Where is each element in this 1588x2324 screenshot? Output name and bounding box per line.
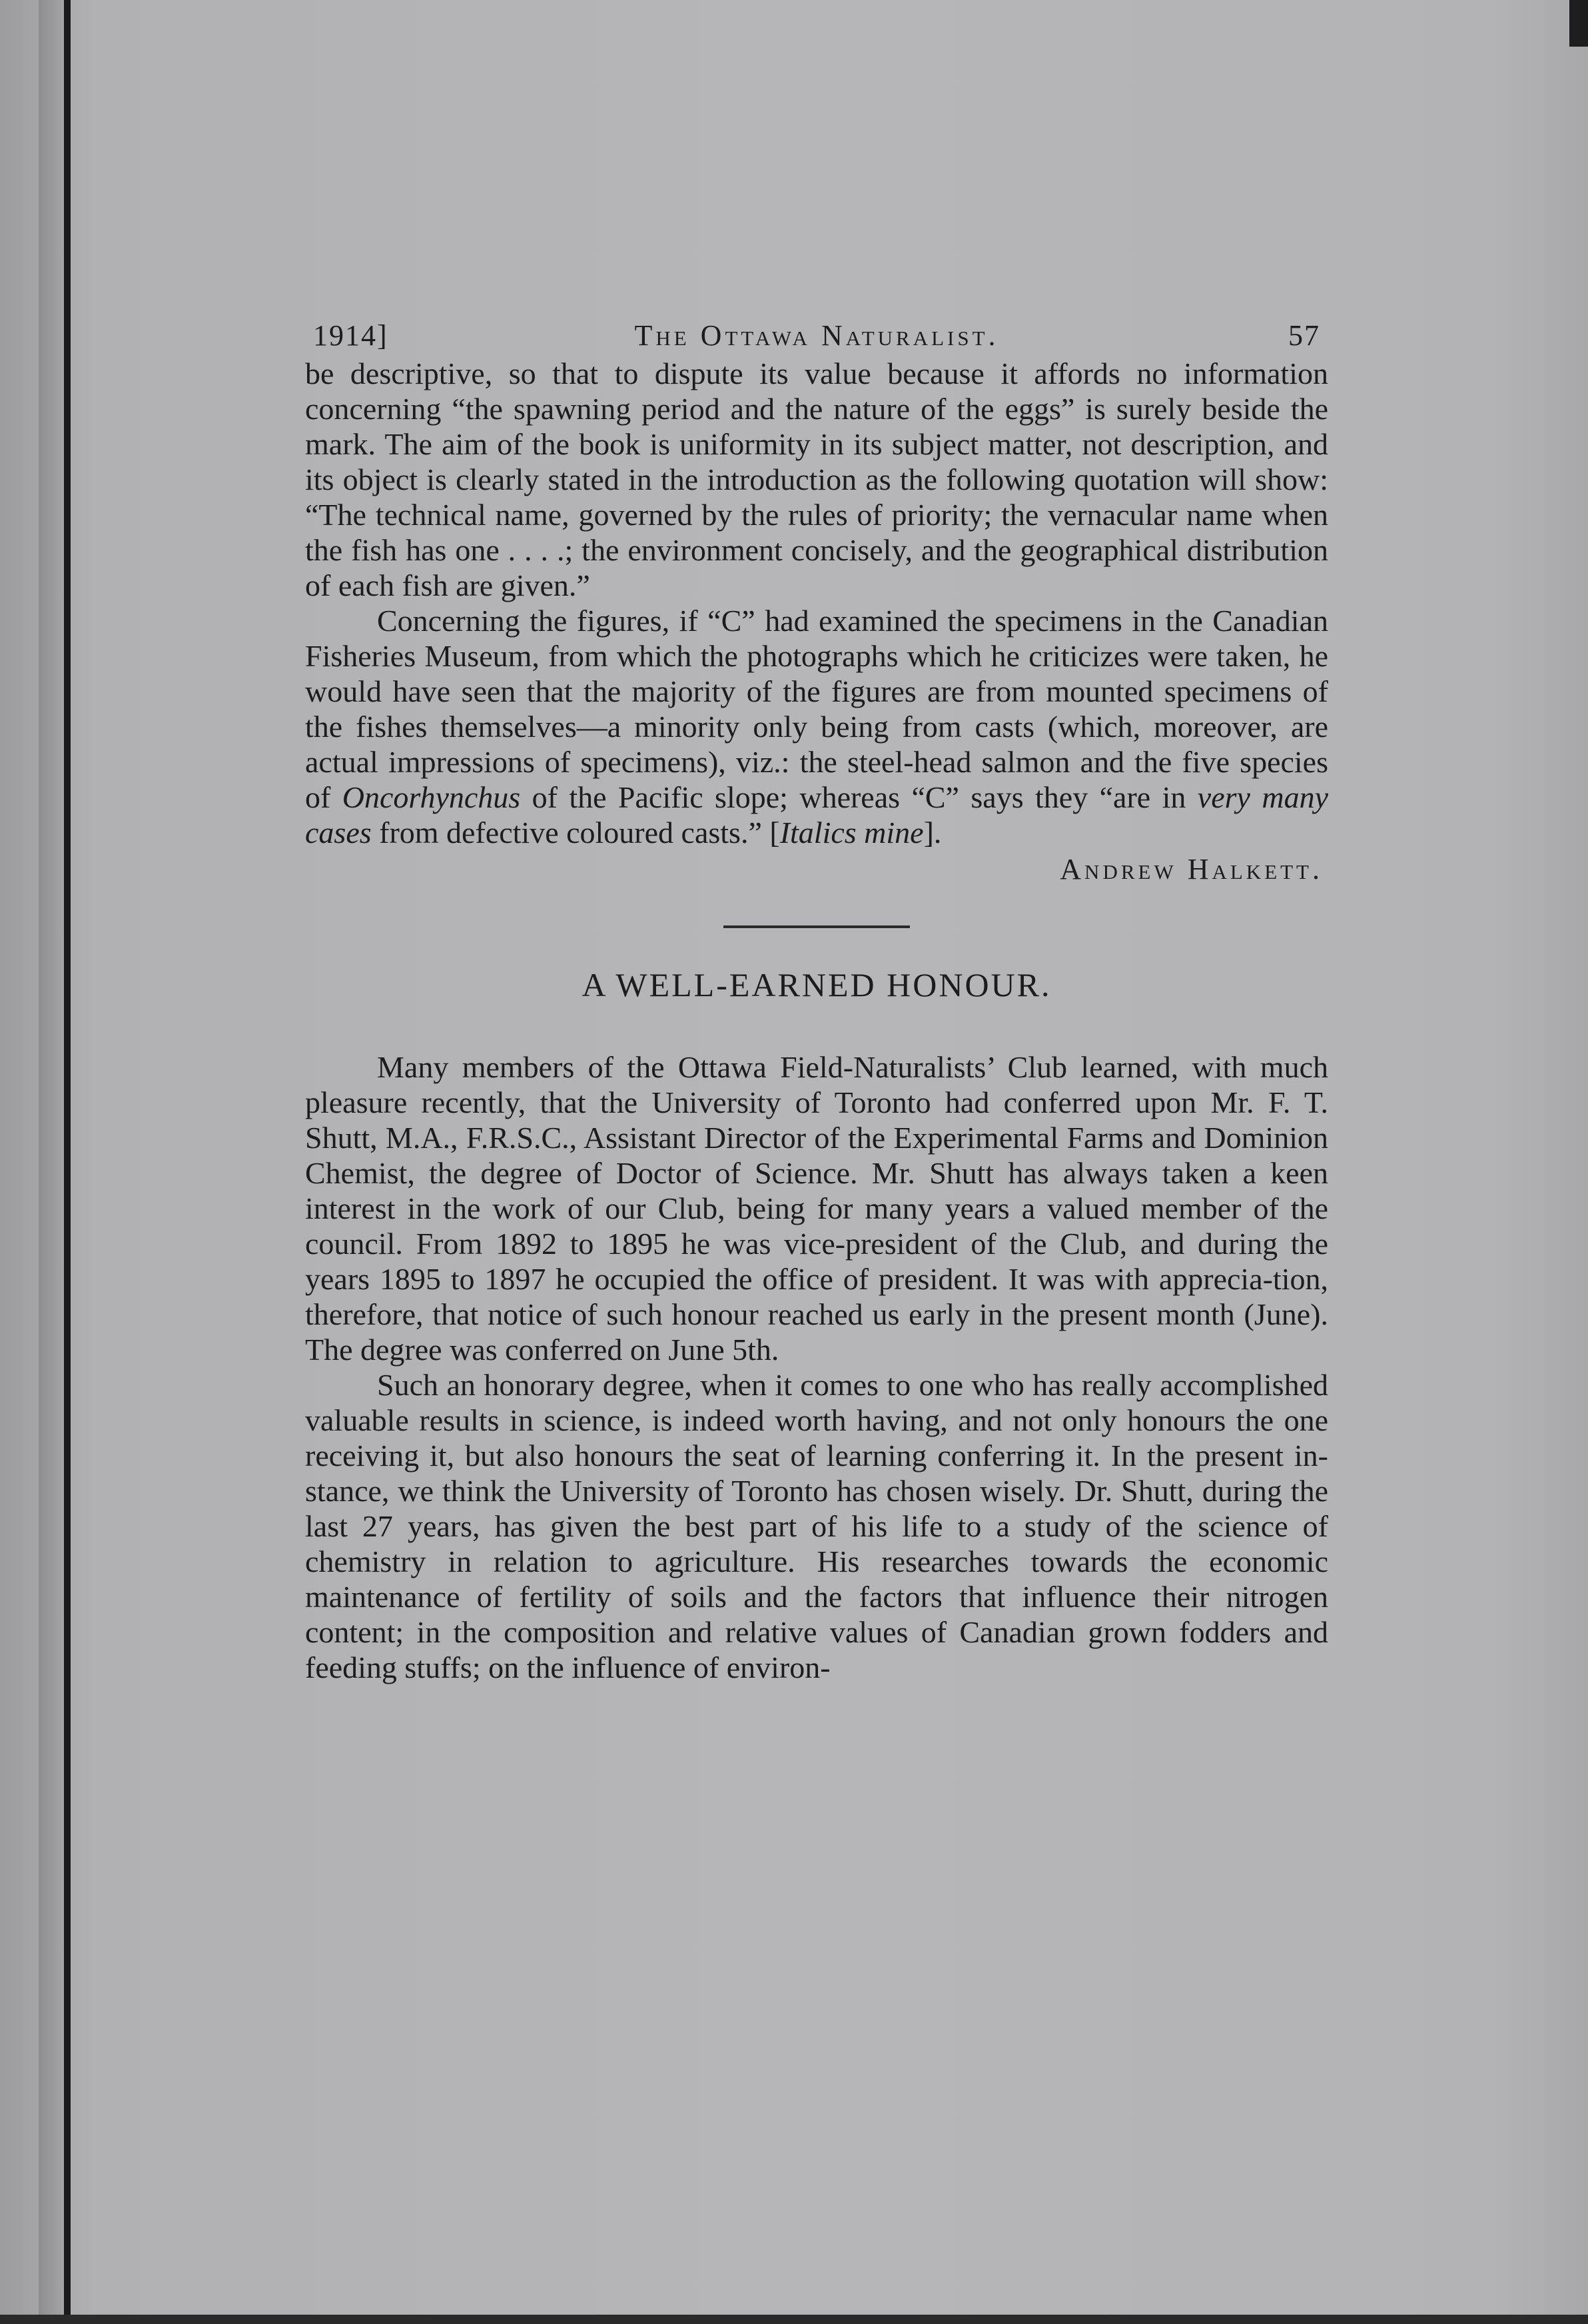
article-paragraph-1: Many members of the Ottawa Field-Naturalists’ Club learned, with much pleasure recently, that the University of Toronto had conferred upon Mr. F. T. Shutt, M.A., F.R.S.C., Assistant Director of the Experimental Farms and Dominion Chemist, the degree of Doctor of Science. Mr. Shutt has always taken a keen interest in the work of our Club, being for many years a valued member of the council. From 1892 to 1895 he was vice-president of the Club, and during the years 1895 to 1897 he occupied the office of president. It was with apprecia-tion, therefore, that notice of such honour reached us early in the present month (June). The degree was conferred on June 5th. (305, 1050, 1328, 1367)
emphasis-text: very many cases (305, 780, 1328, 850)
text-block (305, 313, 1328, 1685)
letter-signature: Andrew Halkett. (1060, 853, 1323, 885)
letter-paragraph-2-start: Concerning the figures, if “C” had examined the specimens in the Canadian Fisheries Museum, from which the photographs which he criticizes were taken, he would have seen that the majority of the figures are from mounted specimens of the fishes themselves—a minority only being from casts (which, moreover, are actual impressions of specimens), viz.: the steel-head salmon and the five species of (305, 604, 1328, 814)
running-head-year: 1914] (313, 319, 388, 352)
scan-corner-mark (1569, 0, 1588, 47)
genus-name: Oncorhynchus (342, 780, 521, 814)
article-title: A WELL-EARNED HONOUR. (582, 966, 1052, 1003)
page-number: 57 (1288, 319, 1320, 352)
letter-paragraph-2-after-emphasis: from defective coloured casts.” [ (371, 816, 780, 850)
binding-shadow (39, 0, 64, 2324)
letter-paragraph-2-middle: of the Pacific slope; whereas “C” says they “are in (520, 780, 1198, 814)
running-head (305, 313, 1328, 356)
running-head-journal: The Ottawa Naturalist. (634, 319, 999, 352)
binding-edge (64, 0, 71, 2324)
letter-paragraph-1: be descriptive, so that to dispute its value because it affords no information concerning “the spawning period and the nature of the eggs” is surely beside the mark. The aim of the book is uniformity in its subject matter, not description, and its object is clearly stated in the introduction as the following quotation will show: “The technical name, governed by the rules of priority; the vernacular name when the fish has one . . . .; the environment concisely, and the geographical distribution of each fish are given.” (305, 356, 1328, 602)
scan-bottom-edge (0, 2315, 1588, 2324)
section-divider (723, 925, 910, 928)
letter-paragraph-2 (305, 603, 1328, 850)
letter-paragraph-2-end: ]. (923, 816, 942, 850)
editorial-note: Italics mine (779, 816, 924, 850)
article-paragraph-2: Such an honorary degree, when it comes to one who has really accomplished valuable results in science, is indeed worth having, and not only honours the one receiving it, but also honours the seat of learning conferring it. In the present in-stance, we think the University of Toronto has chosen wisely. Dr. Shutt, during the last 27 years, has given the best part of his life to a study of the science of chemistry in relation to agriculture. His researches towards the economic maintenance of fertility of soils and the factors that influence their nitrogen content; in the composition and relative values of Canadian grown fodders and feeding stuffs; on the influence of environ- (305, 1368, 1328, 1684)
